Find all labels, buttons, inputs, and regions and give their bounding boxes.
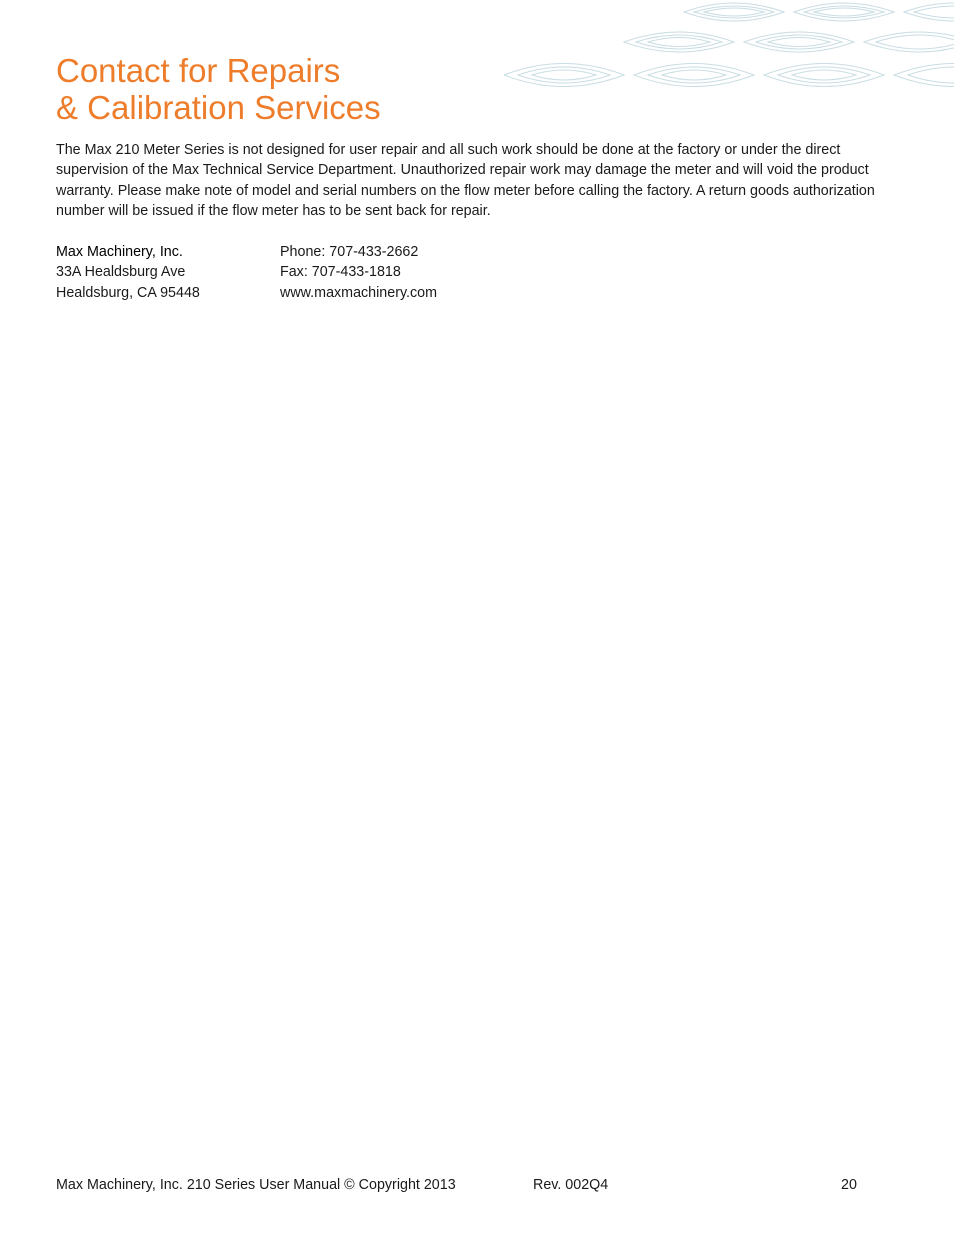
wave-pattern-icon — [504, 0, 954, 110]
page-title — [56, 52, 381, 126]
footer-revision: Rev. 002Q4 — [533, 1177, 609, 1193]
page-title-line-1: Contact for Repairs — [56, 52, 341, 89]
contact-details — [280, 242, 437, 303]
company-name: Max Machinery, Inc. — [56, 244, 183, 260]
body-paragraph: The Max 210 Meter Series is not designed for user repair and all such work should be done at the factory or under the direct supervision of the Max Technical Service Department. Unauthorized repair work may damage the meter and will void the product warranty. Please make note of model and serial numbers on the flow meter before calling the factory. A return goods authorization number will be issued if the flow meter has to be sent back for repair. — [56, 142, 875, 219]
fax-number: Fax: 707-433-1818 — [280, 264, 401, 281]
phone-number: Phone: 707-433-2662 — [280, 244, 419, 260]
page-number: 20 — [841, 1177, 857, 1193]
city-state-zip: Healdsburg, CA 95448 — [56, 284, 200, 301]
street-address: 33A Healdsburg Ave — [56, 264, 186, 281]
footer-manual-info: Max Machinery, Inc. 210 Series User Manual © Copyright 2013 — [56, 1177, 456, 1193]
contact-address — [56, 242, 200, 303]
page-title-line-2: & Calibration Services — [56, 89, 381, 126]
website-link[interactable]: www.maxmachinery.com — [280, 284, 438, 301]
